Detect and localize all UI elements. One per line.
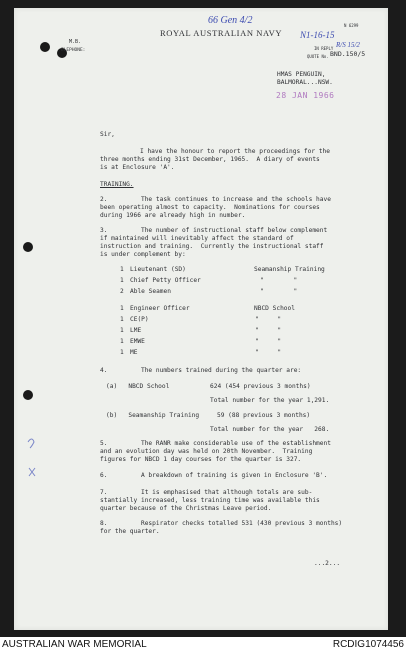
- staff-count: 1: [120, 338, 124, 345]
- letterhead-title: ROYAL AUSTRALIAN NAVY: [160, 28, 283, 38]
- address-line-2: BALMORAL...NSW.: [277, 79, 333, 86]
- training-total: Total number for the year 268.: [210, 426, 330, 433]
- continuation-marker: ...2...: [314, 560, 341, 567]
- punch-hole: [40, 42, 50, 52]
- address-line-1: HMAS PENGUIN,: [277, 71, 326, 78]
- handwritten-file-note: 66 Gen 4/2: [208, 15, 253, 26]
- para-3-line-2: if maintained will inevitably affect the standard of: [100, 235, 294, 242]
- para-3-line-3: instruction and training. Currently the instructional staff: [100, 243, 324, 250]
- training-label: (a) NBCD School: [106, 383, 170, 390]
- para-7-line-2: stantially increased, less training time was available this: [100, 497, 320, 504]
- intro-line-1: I have the honour to report the proceedings for the: [140, 148, 330, 155]
- form-number: N 6299: [344, 23, 359, 28]
- staff-role: CE(P): [130, 316, 149, 323]
- intro-line-3: is at Enclosure 'A'.: [100, 164, 175, 171]
- para-2-line-1: 2. The task continues to increase and the schools have: [100, 196, 331, 203]
- handwritten-ref-b: R/S 15/2: [336, 41, 360, 49]
- staff-role: EMWE: [130, 338, 145, 345]
- training-total: Total number for the year 1,291.: [210, 397, 330, 404]
- staff-count: 1: [120, 327, 124, 334]
- header-left-mb: M.B.: [69, 39, 82, 45]
- para-5-line-3: figures for NBCD 1 day courses for the quarter is 327.: [100, 456, 302, 463]
- staff-count: 1: [120, 316, 124, 323]
- para-7-line-1: 7. It is emphasised that although totals are sub-: [100, 489, 313, 496]
- para-5-line-2: and an evolution day was held on 20th November. Training: [100, 448, 313, 455]
- staff-dept: " ": [255, 338, 282, 345]
- staff-role: Chief Petty Officer: [130, 277, 201, 284]
- staff-role: LME: [130, 327, 142, 334]
- archive-name: AUSTRALIAN WAR MEMORIAL: [2, 639, 147, 650]
- staff-count: 2: [120, 288, 124, 295]
- training-value: 59 (88 previous 3 months): [217, 412, 311, 419]
- para-8-line-1: 8. Respirator checks totalled 531 (430 previous 3 months): [100, 520, 343, 527]
- punch-hole: [23, 390, 33, 400]
- para-2-line-3: during 1966 are already high in number.: [100, 212, 246, 219]
- section-heading: TRAINING.: [100, 181, 134, 188]
- staff-dept: " ": [260, 277, 298, 284]
- staff-dept: NBCD School: [254, 305, 295, 312]
- archive-record-id: RCDIG1074456: [332, 639, 404, 650]
- reply-label: IN REPLY: [314, 46, 334, 51]
- staff-dept: " ": [255, 316, 282, 323]
- handwritten-ref-a: N1-16-15: [300, 30, 335, 40]
- quote-label: QUOTE No.: [307, 54, 329, 59]
- staff-role: Lieutenant (SD): [130, 266, 186, 273]
- para-6: 6. A breakdown of training is given in Enclosure 'B'.: [100, 472, 328, 479]
- staff-dept: " ": [255, 327, 282, 334]
- punch-hole: [23, 242, 33, 252]
- training-value: 624 (454 previous 3 months): [210, 383, 311, 390]
- para-3-line-1: 3. The number of instructional staff below complement: [100, 227, 328, 234]
- para-3-line-4: is under complement by:: [100, 251, 186, 258]
- staff-dept: " ": [255, 349, 282, 356]
- staff-count: 1: [120, 277, 124, 284]
- intro-line-2: three months ending 31st December, 1965. A diary of events: [100, 156, 320, 163]
- staff-role: Able Seamen: [130, 288, 171, 295]
- margin-pencil-mark: [26, 434, 38, 484]
- para-5-line-1: 5. The RANR make considerable use of the establishment: [100, 440, 331, 447]
- para-8-line-2: for the quarter.: [100, 528, 160, 535]
- archive-footer: [0, 637, 406, 653]
- para-7-line-3: quarter because of the Christmas Leave period.: [100, 505, 272, 512]
- para-4: 4. The numbers trained during the quarter are:: [100, 367, 302, 374]
- reference-number: BND.150/5: [330, 50, 366, 58]
- letter-sheet: [14, 8, 388, 630]
- staff-count: 1: [120, 266, 124, 273]
- staff-role: ME: [130, 349, 138, 356]
- training-label: (b) Seamanship Training: [106, 412, 200, 419]
- staff-dept: " ": [260, 288, 298, 295]
- staff-count: 1: [120, 349, 124, 356]
- staff-role: Engineer Officer: [130, 305, 190, 312]
- staff-count: 1: [120, 305, 124, 312]
- received-date-stamp: 28 JAN 1966: [276, 91, 335, 100]
- para-2-line-2: been operating almost to capacity. Nominations for courses: [100, 204, 320, 211]
- staff-dept: Seamanship Training: [254, 266, 325, 273]
- salutation: Sir,: [100, 131, 115, 138]
- header-left-phone: ELEPHONE:: [61, 48, 86, 53]
